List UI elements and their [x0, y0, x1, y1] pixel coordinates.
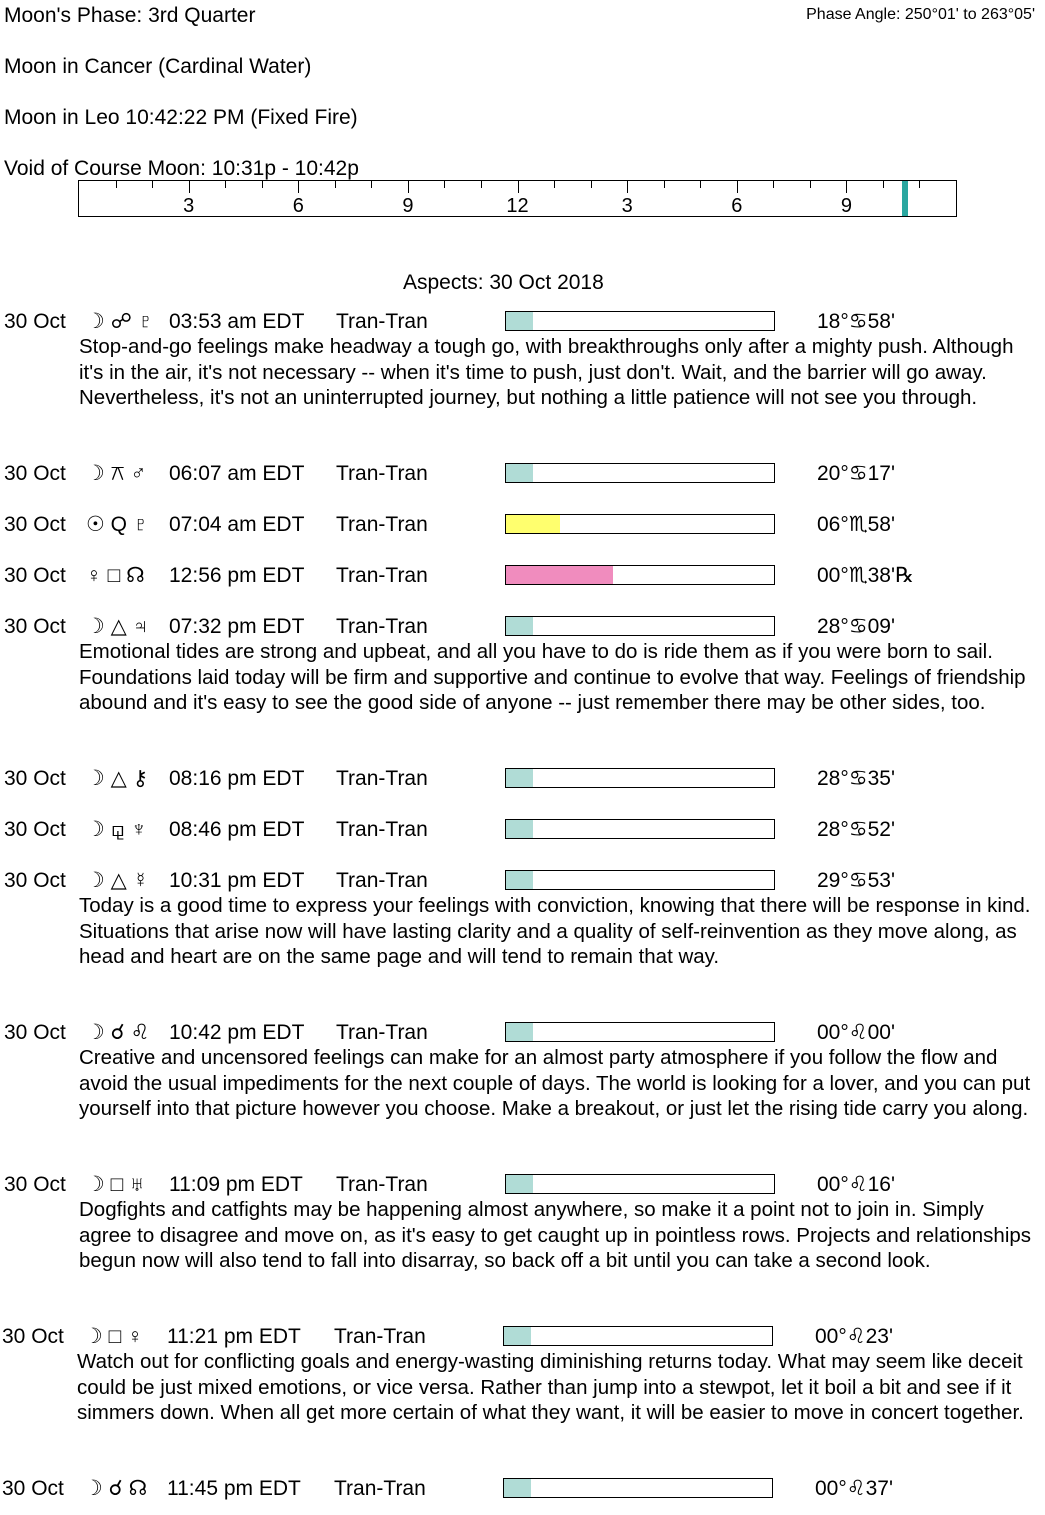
aspect-date: 30 Oct [4, 462, 66, 485]
aspect-date: 30 Oct [4, 1021, 66, 1044]
aspect-strength-fill [506, 1023, 533, 1041]
aspect-type: Tran-Tran [336, 1021, 428, 1044]
aspect-position: 18°♋58' [817, 310, 895, 333]
moon-phase-label: Moon's Phase: 3rd Quarter [4, 4, 256, 27]
aspect-position: 00°♌16' [817, 1173, 895, 1196]
aspect-symbols: ☽ □ ♅ [86, 1173, 145, 1196]
moon-ingress-label: Moon in Leo 10:42:22 PM (Fixed Fire) [4, 106, 358, 129]
aspect-strength-fill [506, 566, 613, 584]
aspect-symbols: ☽ ☍ ♇ [86, 310, 154, 333]
aspect-description: Creative and uncensored feelings can make for an almost party atmosphere if you follow the flow and avoid the usual impediments for the next couple of days. The world is looking for a lover, and you can put yourself into that picture however you choose. Make a breakout, or just let the rising tide carry you along. [79, 1046, 1031, 1120]
aspect-position: 00°♏38'℞ [817, 564, 914, 587]
timeline-hour-label: 9 [402, 195, 414, 217]
aspect-description: Emotional tides are strong and upbeat, and all you have to do is ride them as if you were born to sail. Foundations laid today will be firm and supportive and continue to evolve that way. Feelings of friendship abound and it's easy to see the good side of anyone -- just remember there may be other sides, too. [79, 640, 1026, 714]
aspect-strength-bar [505, 1022, 775, 1042]
aspect-strength-bar [505, 311, 775, 331]
timeline-tick [554, 181, 555, 188]
day-timeline [78, 180, 957, 217]
timeline-tick [371, 181, 372, 188]
timeline-hour-label: 12 [506, 195, 529, 217]
aspect-strength-bar [505, 819, 775, 839]
aspect-date: 30 Oct [2, 1477, 64, 1500]
aspect-time: 10:42 pm EDT [169, 1021, 305, 1044]
aspect-type: Tran-Tran [336, 462, 428, 485]
aspect-date: 30 Oct [4, 564, 66, 587]
aspect-strength-bar [505, 1174, 775, 1194]
aspect-symbols: ☽ ☌ ☊ [84, 1477, 148, 1500]
aspect-strength-fill [506, 617, 533, 635]
aspect-time: 06:07 am EDT [169, 462, 305, 485]
aspect-strength-bar [505, 616, 775, 636]
timeline-tick [116, 181, 117, 188]
aspect-position: 28°♋52' [817, 818, 895, 841]
aspect-symbols: ☽ ⚼ ♆ [86, 818, 147, 841]
aspect-time: 07:04 am EDT [169, 513, 305, 536]
aspect-time: 12:56 pm EDT [169, 564, 305, 587]
timeline-tick [518, 181, 519, 193]
aspect-time: 11:21 pm EDT [167, 1325, 301, 1348]
aspect-time: 11:09 pm EDT [169, 1173, 303, 1196]
void-of-course-marker [902, 181, 909, 216]
timeline-tick [773, 181, 774, 188]
timeline-tick [846, 181, 847, 193]
timeline-tick [335, 181, 336, 188]
aspect-type: Tran-Tran [336, 310, 428, 333]
timeline-tick [664, 181, 665, 188]
timeline-tick [408, 181, 409, 193]
aspect-position: 00°♌00' [817, 1021, 895, 1044]
aspect-strength-bar [505, 768, 775, 788]
timeline-hour-label: 3 [621, 195, 633, 217]
aspect-strength-fill [504, 1327, 531, 1345]
timeline-tick [700, 181, 701, 188]
timeline-hour-label: 6 [731, 195, 743, 217]
moon-sign-label: Moon in Cancer (Cardinal Water) [4, 55, 312, 78]
aspect-type: Tran-Tran [336, 767, 428, 790]
timeline-tick [883, 181, 884, 188]
aspect-strength-fill [506, 820, 533, 838]
aspect-type: Tran-Tran [334, 1325, 426, 1348]
aspect-symbols: ♀ □ ☊ [86, 564, 145, 587]
timeline-tick [298, 181, 299, 193]
aspect-symbols: ☽ □ ♀ [84, 1325, 143, 1348]
timeline-tick [591, 181, 592, 188]
aspect-position: 00°♌23' [815, 1325, 893, 1348]
aspect-strength-bar [505, 565, 775, 585]
aspect-strength-fill [506, 769, 533, 787]
aspect-description: Today is a good time to express your feelings with conviction, knowing that there will be response in kind. Situations that arise now will have lasting clarity and a quality of self-reinvention as they move along, as head and heart are on the same page and will tend to remain that way. [79, 894, 1031, 968]
aspect-symbols: ☽ △ ⚷ [86, 767, 149, 790]
aspect-time: 10:31 pm EDT [169, 869, 305, 892]
aspect-strength-bar [503, 1326, 773, 1346]
aspect-time: 07:32 pm EDT [169, 615, 305, 638]
aspect-strength-bar [505, 463, 775, 483]
aspect-type: Tran-Tran [336, 818, 428, 841]
aspect-time: 03:53 am EDT [169, 310, 305, 333]
aspect-symbols: ☽ △ ☿ [86, 869, 149, 892]
timeline-tick [444, 181, 445, 188]
aspect-date: 30 Oct [4, 310, 66, 333]
aspect-date: 30 Oct [4, 818, 66, 841]
aspect-position: 28°♋35' [817, 767, 895, 790]
aspect-type: Tran-Tran [334, 1477, 426, 1500]
timeline-tick [152, 181, 153, 188]
aspect-strength-fill [504, 1479, 531, 1497]
void-of-course-label: Void of Course Moon: 10:31p - 10:42p [4, 157, 359, 180]
timeline-hour-label: 3 [183, 195, 195, 217]
aspect-type: Tran-Tran [336, 1173, 428, 1196]
aspects-title: Aspects: 30 Oct 2018 [403, 271, 604, 294]
aspect-time: 08:46 pm EDT [169, 818, 305, 841]
aspect-description: Watch out for conflicting goals and energy-wasting diminishing returns today. What may seem like deceit could be just mixed emotions, or vice versa. Rather than jump into a stewpot, let it boil a bit and see if it simmers down. When all get more certain of what they want, it will be easier to move in concert together. [77, 1350, 1024, 1424]
timeline-hour-label: 9 [840, 195, 852, 217]
phase-angle-label: Phase Angle: 250°01' to 263°05' [806, 6, 1035, 23]
aspect-date: 30 Oct [4, 615, 66, 638]
aspect-strength-fill [506, 464, 533, 482]
aspect-position: 28°♋09' [817, 615, 895, 638]
aspect-date: 30 Oct [4, 513, 66, 536]
aspect-strength-fill [506, 515, 560, 533]
aspect-strength-bar [505, 514, 775, 534]
aspect-type: Tran-Tran [336, 513, 428, 536]
aspect-strength-fill [506, 312, 533, 330]
timeline-tick [225, 181, 226, 188]
aspect-date: 30 Oct [4, 869, 66, 892]
aspect-time: 08:16 pm EDT [169, 767, 305, 790]
aspect-type: Tran-Tran [336, 869, 428, 892]
aspect-strength-fill [506, 871, 533, 889]
aspect-type: Tran-Tran [336, 615, 428, 638]
timeline-hour-label: 6 [292, 195, 304, 217]
aspect-description: Stop-and-go feelings make headway a tough go, with breakthroughs only after a mighty push. Although it's in the air, it's not necessary -- when it's time to push, just don't. Wait, and the barrier will go away. Nevertheless, it's not an uninterrupted journey, but nothing a little patience will not see you through. [79, 335, 1014, 409]
aspect-time: 11:45 pm EDT [167, 1477, 301, 1500]
aspect-type: Tran-Tran [336, 564, 428, 587]
aspect-symbols: ☽ △ ♃ [86, 615, 149, 638]
timeline-tick [189, 181, 190, 193]
timeline-tick [627, 181, 628, 193]
aspect-position: 00°♌37' [815, 1477, 893, 1500]
aspect-date: 30 Oct [4, 767, 66, 790]
aspect-date: 30 Oct [2, 1325, 64, 1348]
aspect-strength-bar [503, 1478, 773, 1498]
aspect-position: 29°♋53' [817, 869, 895, 892]
timeline-tick [810, 181, 811, 188]
aspect-description: Dogfights and catfights may be happening almost anywhere, so make it a point not to join in. Simply agree to disagree and move on, as it's easy to get caught up in pointless rows. Projects and relationships begun now will also tend to fall into disarray, so back off a bit until you can take a second look. [79, 1198, 1032, 1272]
aspect-symbols: ☉ Q ♇ [86, 513, 149, 536]
timeline-tick [481, 181, 482, 188]
timeline-tick [919, 181, 920, 188]
aspect-position: 06°♏58' [817, 513, 895, 536]
aspect-date: 30 Oct [4, 1173, 66, 1196]
aspect-strength-fill [506, 1175, 533, 1193]
aspect-symbols: ☽ ⚻ ♂ [86, 462, 147, 485]
timeline-tick [262, 181, 263, 188]
aspect-symbols: ☽ ☌ ♌ [86, 1021, 150, 1044]
aspect-strength-bar [505, 870, 775, 890]
timeline-tick [737, 181, 738, 193]
aspect-position: 20°♋17' [817, 462, 895, 485]
